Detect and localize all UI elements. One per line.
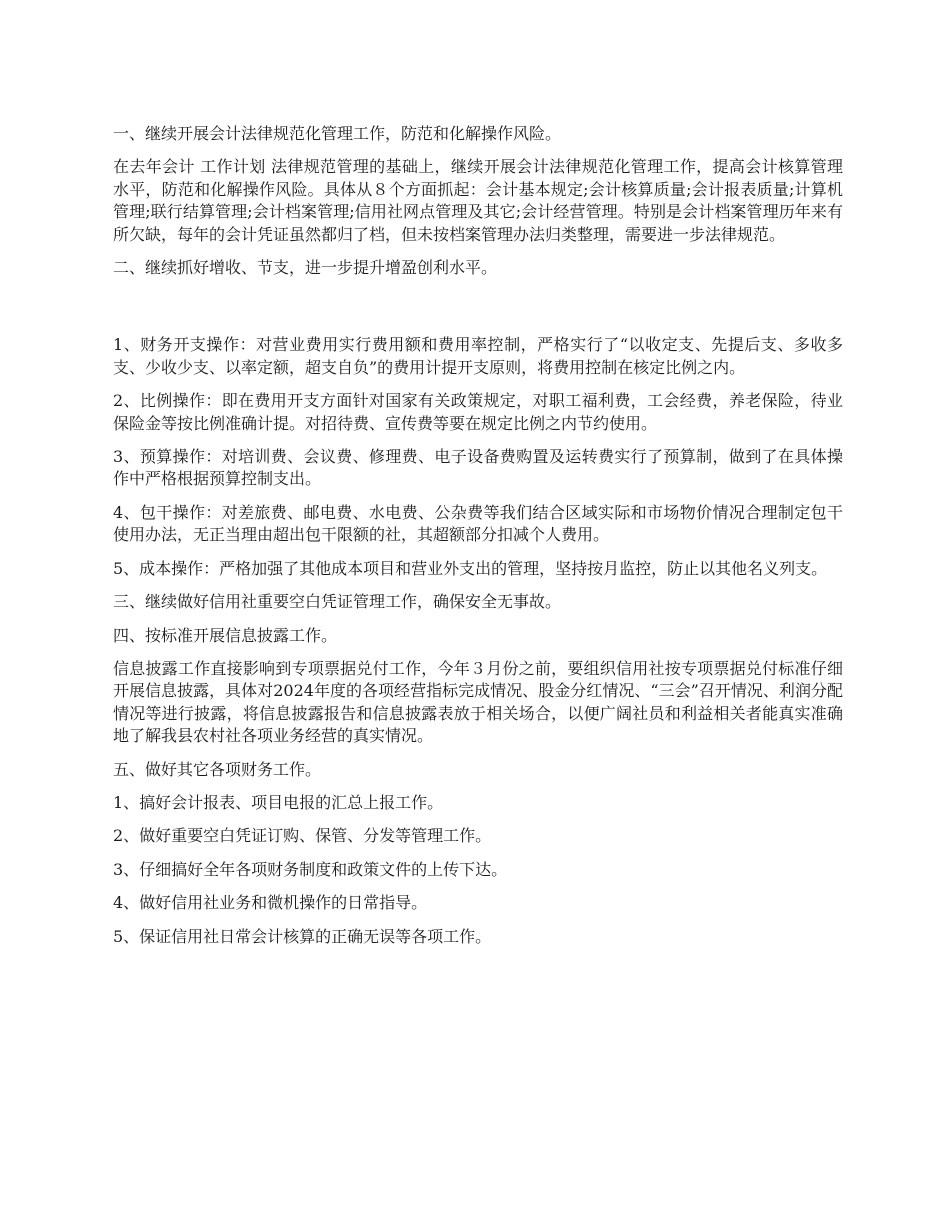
list-item-accounting-accuracy: 5、保证信用社日常会计核算的正确无误等各项工作。 xyxy=(113,926,492,946)
blank-spacer xyxy=(113,290,843,334)
heading-section-4: 四、按标准开展信息披露工作。 xyxy=(113,625,338,645)
paragraph-accounting-standardization: 在去年会计 工作计划 法律规范管理的基础上，继续开展会计法律规范化管理工作，提高会计核算管理水平，防范和化解操作风险。具体从８个方面抓起：会计基本规定;会计核算质量;会计报表质量;计算机管理;联行结算管理;会计档案管理;信用社网点管理及其它;会计经营管理。特别是会计档案管理历年来有所欠缺，每年的会计凭证虽然都归了档，但未按档案管理办法归类整理，需要进一步法律规范。 xyxy=(113,157,843,244)
heading-section-2: 二、继续抓好增收、节支，进一步提升增盈创利水平。 xyxy=(113,258,498,278)
list-item-daily-guidance: 4、做好信用社业务和微机操作的日常指导。 xyxy=(113,893,428,913)
list-item-report-summary: 1、搞好会计报表、项目电报的汇总上报工作。 xyxy=(113,792,444,812)
list-item-cost-operation: 5、成本操作：严格加强了其他成本项目和营业外支出的管理，坚持按月监控，防止以其他名义列支。 xyxy=(113,558,828,578)
list-item-budget-operation: 3、预算操作：对培训费、会议费、修理费、电子设备费购置及运转费实行了预算制，做到了在具体操作中严格根据预算控制支出。 xyxy=(113,447,843,489)
heading-section-1: 一、继续开展会计法律规范化管理工作，防范和化解操作风险。 xyxy=(113,124,562,143)
list-item-voucher-management: 2、做好重要空白凭证订购、保管、分发等管理工作。 xyxy=(113,826,492,846)
heading-section-5: 五、做好其它各项财务工作。 xyxy=(113,759,322,779)
list-item-ratio-operation: 2、比例操作：即在费用开支方面针对国家有关政策规定，对职工福利费，工会经费，养老保险，待业保险金等按比例准确计提。对招待费、宣传费等要在规定比例之内节约使用。 xyxy=(113,391,843,433)
paragraph-information-disclosure: 信息披露工作直接影响到专项票据兑付工作，今年３月份之前，要组织信用社按专项票据兑付标准仔细开展信息披露，具体对2024年度的各项经营指标完成情况、股金分红情况、“三会”召开情况、利润分配情况等进行披露，将信息披露报告和信息披露表放于相关场合，以便广阔社员和利益相关者能真实准确地了解我县农村社各项业务经营的真实情况。 xyxy=(113,658,843,746)
list-item-expense-control: 1、财务开支操作：对营业费用实行费用额和费用率控制，严格实行了“以收定支、先提后支、多收多支、少收少支、以率定额，超支自负”的费用计提开支原则，将费用控制在核定比例之内。 xyxy=(113,335,843,377)
list-item-contract-operation: 4、包干操作：对差旅费、邮电费、水电费、公杂费等我们结合区域实际和市场物价情况合理制定包干使用办法，无正当理由超出包干限额的社，其超额部分扣减个人费用。 xyxy=(113,502,843,545)
list-item-policy-distribution: 3、仔细搞好全年各项财务制度和政策文件的上传下达。 xyxy=(113,859,508,879)
heading-section-3: 三、继续做好信用社重要空白凭证管理工作，确保安全无事故。 xyxy=(113,592,562,612)
document-body xyxy=(113,123,843,959)
